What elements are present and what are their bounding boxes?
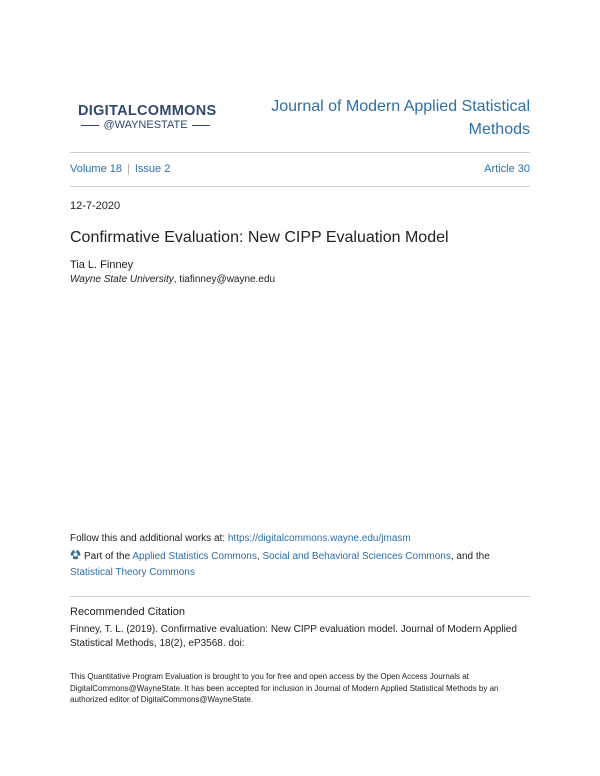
- partof-sep1: ,: [256, 551, 263, 562]
- volume-link[interactable]: Volume 18: [70, 163, 122, 175]
- logo-sub-text: [78, 119, 213, 132]
- affiliation-name: Wayne State University: [70, 274, 174, 285]
- volume-issue: [70, 163, 170, 175]
- logo-rule-left: [81, 125, 99, 126]
- issue-link[interactable]: Issue 2: [134, 163, 171, 175]
- follow-link[interactable]: https://digitalcommons.wayne.edu/jmasm: [227, 533, 411, 544]
- logo-sub-label: @WAYNESTATE: [103, 119, 188, 131]
- social-behavioral-sciences-commons-link[interactable]: Social and Behavioral Sciences Commons: [262, 551, 451, 562]
- author-email: , tiafinney@wayne.edu: [173, 274, 276, 285]
- part-of-commons: [70, 549, 532, 581]
- logo-rule-right: [192, 125, 210, 126]
- logo-main-text: DIGITALCOMMONS: [78, 103, 217, 119]
- citation-heading: Recommended Citation: [70, 606, 185, 618]
- access-statement: This Quantitative Program Evaluation is brought to you for free and open access by the Open Access Journals at DigitalCommons@WayneState. It has been accepted for inclusion in Journal of Modern Applied Statistical Methods by an authorized editor of DigitalCommons@WayneState.: [70, 672, 499, 704]
- citation-text: Finney, T. L. (2019). Confirmative evaluation: New CIPP evaluation model. Journal of Modern Applied Statistical Methods, 18(2), eP3568. doi:: [70, 624, 517, 649]
- author-affiliation: [70, 274, 275, 285]
- article-link[interactable]: Article 30: [484, 163, 530, 175]
- applied-statistics-commons-link[interactable]: Applied Statistics Commons: [132, 551, 257, 562]
- partof-sep2: , and the: [450, 551, 490, 562]
- follow-line: [70, 533, 411, 544]
- follow-text: Follow this and additional works at:: [70, 533, 228, 544]
- author-name: Tia L. Finney: [70, 259, 134, 271]
- partof-prefix: Part of the: [84, 551, 133, 562]
- volume-issue-separator: |: [126, 163, 130, 175]
- divider-top: [70, 152, 530, 153]
- statistical-theory-commons-link[interactable]: Statistical Theory Commons: [70, 567, 195, 578]
- divider-citation: [70, 596, 530, 597]
- issue-info-row: [70, 163, 530, 175]
- network-icon: [70, 549, 81, 560]
- article-title: Confirmative Evaluation: New CIPP Evaluation Model: [70, 229, 449, 246]
- divider-bottom: [70, 186, 530, 187]
- digital-commons-logo[interactable]: [78, 103, 217, 132]
- publication-date: 12-7-2020: [70, 200, 121, 212]
- journal-title-link[interactable]: Journal of Modern Applied Statistical Methods: [271, 98, 530, 138]
